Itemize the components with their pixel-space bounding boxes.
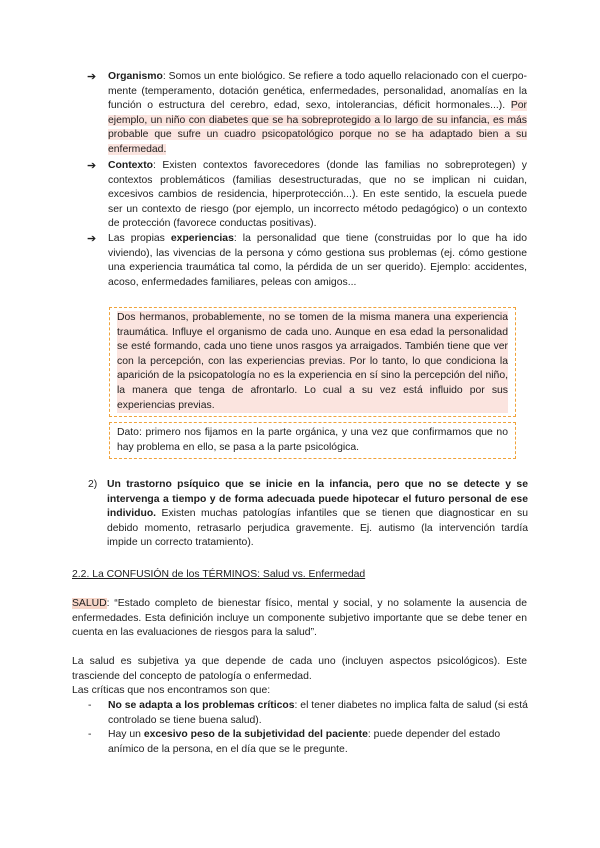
- callout-text: Dos hermanos, probablemente, no se tomen de la misma manera una experiencia traumática. Influye el organismo de cada uno. Aunque en esa edad la personalidad se esté formando, cada uno tiene unos rasgos ya arraigados. También tiene que ver con la percepción, con las experiencias previas. Por lo tanto, lo que condiciona la aparición de la psicopatología no es la experiencia en sí sino la percepción del niño, la manera que tenga de afrontarlo. Lo cual a su vez está influido por sus experiencias previas.: [117, 311, 508, 413]
- bullet-term: experiencias: [170, 233, 234, 244]
- bullet-term: Organismo: [108, 71, 163, 82]
- paragraph-subjetiva: La salud es subjetiva ya que depende de cada uno (incluyen aspectos psicológicos). Este trasciende del concepto de patología o enfermedad.: [72, 656, 527, 682]
- bullet-body: : la personalidad que tiene (construidas por lo que ha ido viviendo), las vivencias de la persona y cómo gestiona sus problemas (ej. cómo gestione una experiencia traumática tal como, la pérdida de un ser querido). Ejemplo: accidentes, acoso, enfermedades familiares, peleas con amigos...: [108, 233, 527, 288]
- dash-marker: -: [88, 700, 92, 711]
- arrow-icon: ➔: [87, 233, 97, 245]
- section-heading: 2.2. La CONFUSIÓN de los TÉRMINOS: Salud vs. Enfermedad: [72, 569, 366, 580]
- bullet-body: : Somos un ente biológico. Se refiere a todo aquello relacionado con el cuerpo-mente (temperamento, dotación genética, enfermedades, personalidad, anomalías en la función o estructura del cerebro, edad, sexo, intolerancias, déficit hormonales...).: [108, 71, 527, 112]
- bullet-text: [108, 232, 527, 290]
- bullet-body: : Existen contextos favorecedores (donde las familias no sobreprotegen) y contextos problemáticos (familias desestructuradas, que no se implican ni cuidan, excesivos cambios de residencia, hiperprotección...). En este sentido, la escuela puede ser un contexto de riesgo (por ejemplo, un incorrecto método pedagógico) o un contexto de protección (favorece conductas positivas).: [108, 160, 527, 230]
- paragraph-criticas: Las críticas que nos encontramos son que:: [72, 685, 271, 696]
- callout-box-example: [109, 307, 516, 417]
- bullet-prefix: Las propias: [108, 233, 171, 244]
- numbered-text: [107, 478, 528, 551]
- critica-prefix: Hay un: [108, 729, 144, 740]
- bullet-text: [108, 70, 527, 158]
- critica-text: [108, 728, 528, 757]
- callout-text: Dato: primero nos fijamos en la parte orgánica, y una vez que confirmamos que no hay problema en ello, se pasa a la parte psicológica.: [117, 427, 508, 453]
- critica-item: [88, 728, 528, 757]
- bullet-experiencias: [87, 232, 527, 290]
- callout-box-dato: [109, 422, 516, 459]
- bullet-contexto: [87, 159, 527, 232]
- numbered-body: Existen muchas patologías infantiles que se tienen que diagnosticar en su debido momento, retrasarlo perjudica gravemente. Ej. autismo (la intervención tardía impide un correcto tratamiento).: [107, 508, 528, 549]
- bullet-text: [108, 159, 527, 232]
- critica-bold: No se adapta a los problemas críticos: [108, 700, 295, 711]
- numbered-item-2: [88, 478, 528, 551]
- salud-text: : “Estado completo de bienestar físico, mental y social, y no solamente la ausencia de enfermedades. Esta definición incluye un componente subjetivo importante que se debe tener en cuenta en las evaluaciones de riesgos para la salud”.: [72, 598, 527, 639]
- bullet-term: Contexto: [108, 160, 154, 171]
- critica-text: [108, 699, 528, 728]
- number-marker: 2): [88, 479, 98, 490]
- highlighted-example: Por ejemplo, un niño con diabetes que se ha sobreprotegido a lo largo de su infancia, es más probable que sufre un cuadro psicopatológico porque no se ha adaptado bien a su enfermedad.: [108, 100, 527, 155]
- salud-definition: [72, 597, 527, 641]
- critica-body: : puede depender del estado anímico de la persona, en el día que se le pregunte.: [108, 729, 501, 755]
- critica-body: : el tener diabetes no implica falta de salud (si está controlado se tiene buena salud).: [108, 700, 528, 726]
- dash-marker: -: [88, 729, 92, 740]
- critica-item: [88, 699, 528, 728]
- arrow-icon: ➔: [87, 71, 97, 83]
- arrow-icon: ➔: [87, 160, 97, 172]
- numbered-bold: Un trastorno psíquico que se inicie en la infancia, pero que no se detecte y se intervenga a tiempo y de forma adecuada puede hipotecar el futuro personal de ese individuo.: [107, 479, 528, 520]
- critica-bold: excesivo peso de la subjetividad del paciente: [143, 729, 368, 740]
- salud-label: SALUD: [72, 598, 107, 609]
- bullet-organismo: [87, 70, 527, 158]
